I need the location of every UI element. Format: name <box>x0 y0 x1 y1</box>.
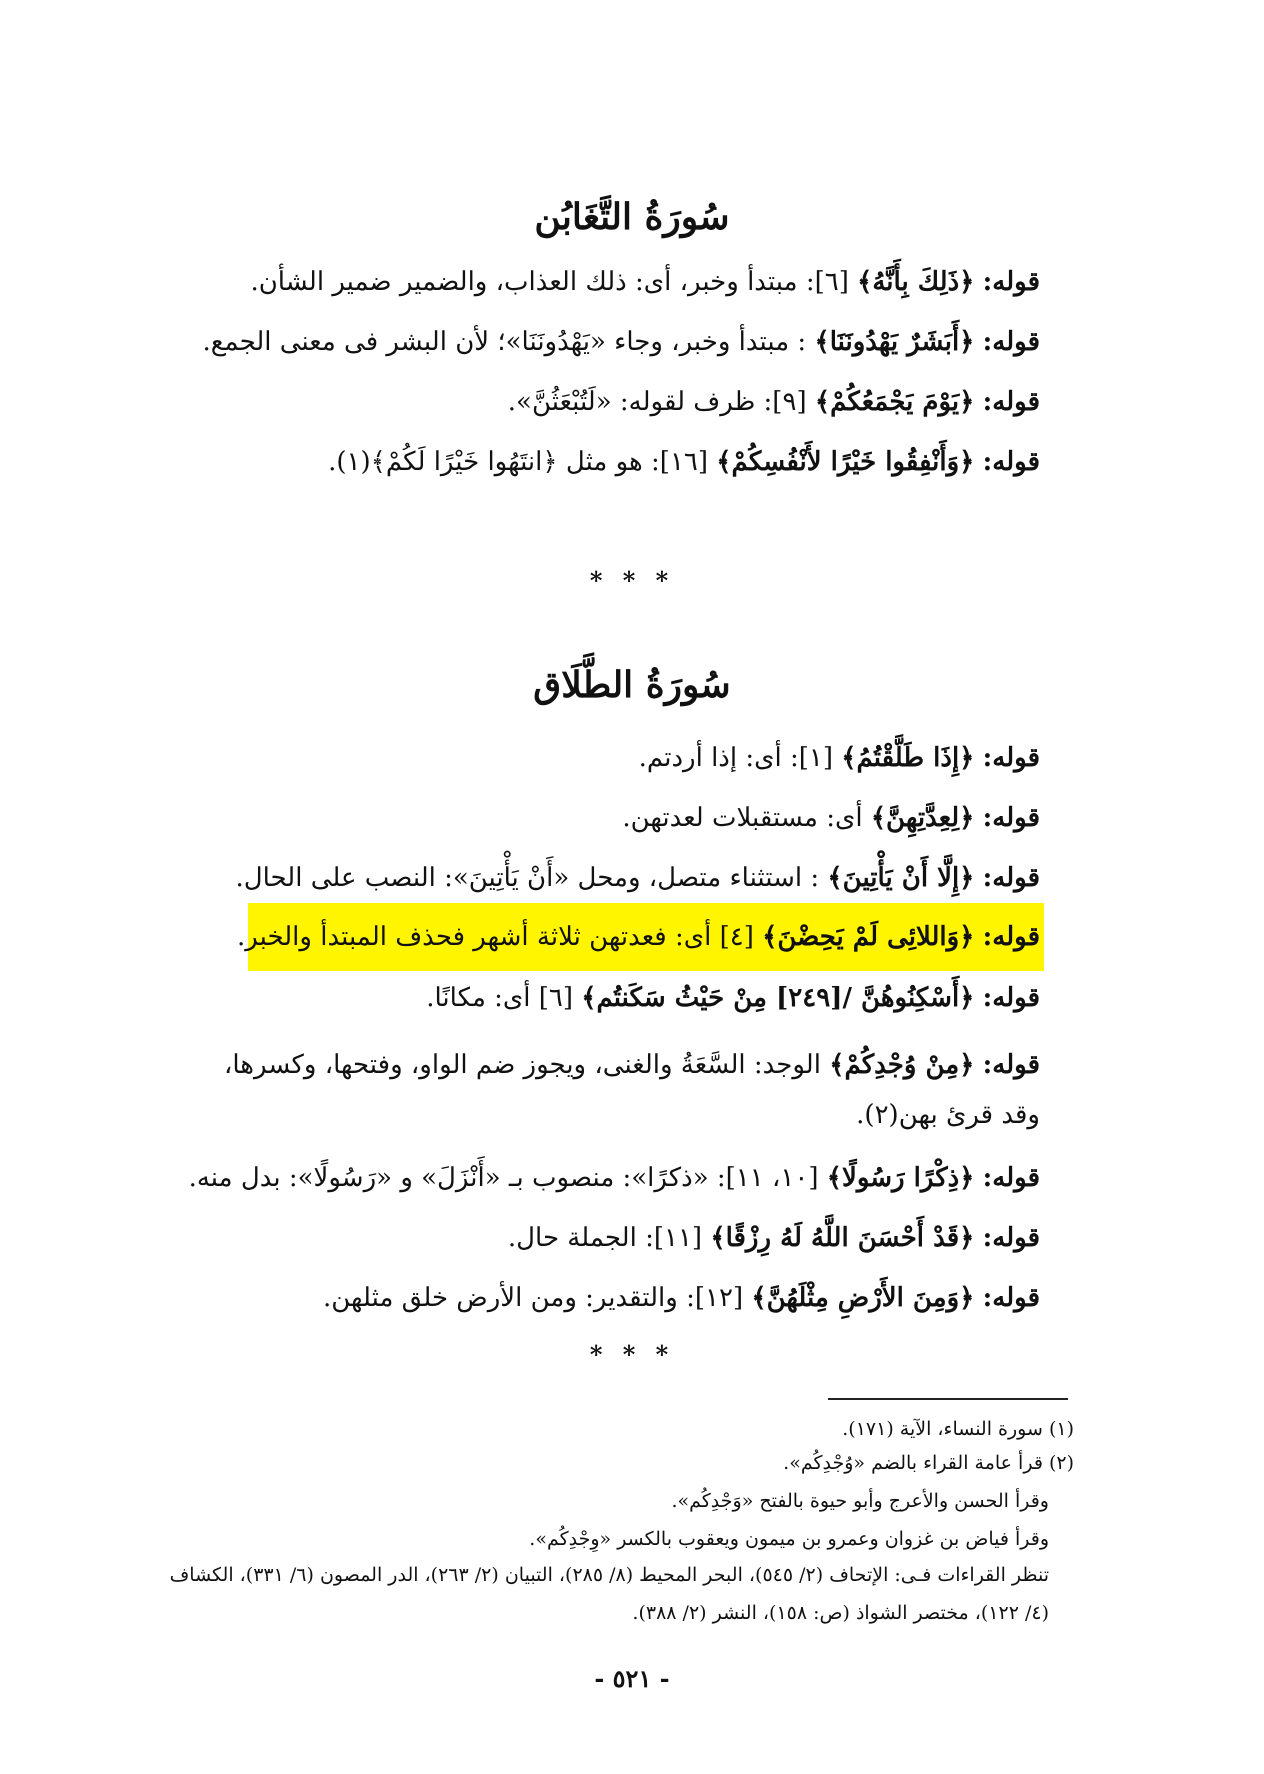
commentary-line <box>200 382 1040 422</box>
line-label: قوله: <box>982 1163 1040 1193</box>
line-label: قوله: <box>982 327 1040 357</box>
line-label: قوله: <box>982 387 1040 417</box>
surah-title-talaq: سُورَةُ الطَّلَاق <box>533 664 731 706</box>
line-label: قوله: <box>982 267 1040 297</box>
line-text: [١]: أى: إذا أردتم. <box>638 743 833 773</box>
commentary-line <box>200 978 1040 1018</box>
line-text: [٦]: مبتدأ وخبر، أى: ذلك العذاب، والضمير ضمير الشأن. <box>250 267 849 297</box>
footnote: وقرأ فياض بن غزوان وعمرو بن ميمون ويعقوب بالكسر «وِجْدِكُم». <box>529 1528 1049 1550</box>
quran-quote: ﴿أَسْكِنُوهُنَّ /[٢٤٩] مِنْ حَيْثُ سَكَنتُم﴾ <box>581 983 975 1013</box>
line-label: قوله: <box>982 447 1040 477</box>
quran-quote: ﴿ذِكْرًا رَسُولًا﴾ <box>826 1163 975 1193</box>
quran-quote: ﴿إِذَا طَلَّقْتُمُ﴾ <box>841 743 975 773</box>
commentary-line <box>200 798 1040 838</box>
commentary-line <box>200 858 1040 898</box>
line-text: [١٦]: هو مثل ﴿انتَهُوا خَيْرًا لَكُمْ﴾(١). <box>328 447 709 477</box>
line-text: [١٢]: والتقدير: ومن الأرض خلق مثلهن. <box>322 1283 744 1313</box>
commentary-line <box>200 322 1040 362</box>
footnote: (٢) قرأ عامة القراء بالضم «وُجْدِكُم». <box>783 1452 1074 1474</box>
commentary-line <box>200 738 1040 778</box>
quran-quote: ﴿وَأَنْفِقُوا خَيْرًا لأَنْفُسِكُمْ﴾ <box>716 447 975 477</box>
line-text: الوجد: السَّعَةُ والغنى، ويجوز ضم الواو، وفتحها، وكسرها، وقد قرئ بهن(٢). <box>223 1050 1040 1130</box>
commentary-line <box>190 1040 1040 1130</box>
quran-quote: ﴿وَمِنَ الأَرْضِ مِثْلَهُنَّ﴾ <box>751 1283 975 1313</box>
quran-quote: ﴿ذَلِكَ بِأَنَّهُ﴾ <box>857 267 975 297</box>
quran-quote: ﴿أَبَشَرٌ يَهْدُونَنَا﴾ <box>814 327 975 357</box>
quran-quote: ﴿لِعِدَّتِهِنَّ﴾ <box>870 803 975 833</box>
line-text: [١١]: الجملة حال. <box>507 1223 703 1253</box>
section-separator: * * * <box>589 566 675 595</box>
page-number: - ٥٢١ - <box>594 1664 670 1693</box>
section-separator: * * * <box>589 1340 675 1369</box>
line-text: [٦] أى: مكانًا. <box>426 983 573 1013</box>
line-label: قوله: <box>982 1283 1040 1313</box>
commentary-line-highlighted <box>200 917 1040 957</box>
line-text: [٤] أى: فعدتهن ثلاثة أشهر فحذف المبتدأ والخبر. <box>237 922 754 952</box>
commentary-line <box>188 1158 1040 1198</box>
footnote: (١) سورة النساء، الآية (١٧١). <box>842 1418 1074 1440</box>
footnote: (٤/ ١٢٢)، مختصر الشواذ (ص: ١٥٨)، النشر (٢/ ٣٨٨). <box>632 1602 1049 1624</box>
line-label: قوله: <box>982 1050 1040 1080</box>
footnote: تنظر القراءات فـى: الإتحاف (٢/ ٥٤٥)، البحر المحيط (٨/ ٢٨٥)، التبيان (٢/ ٢٦٣)، الدر المصون (٦/ ٣٣١)، الكشاف <box>169 1564 1049 1586</box>
line-text: [٩]: ظرف لقوله: «لَتُبْعَثُنَّ». <box>507 387 807 417</box>
footnote: وقرأ الحسن والأعرج وأبو حيوة بالفتح «وَجْدِكُم». <box>671 1490 1049 1512</box>
quran-quote: ﴿يَوْمَ يَجْمَعُكُمْ﴾ <box>814 387 975 417</box>
commentary-line <box>200 262 1040 302</box>
line-label: قوله: <box>982 803 1040 833</box>
line-label: قوله: <box>982 1223 1040 1253</box>
footnote-divider <box>828 1398 1068 1400</box>
line-text: : مبتدأ وخبر، وجاء «يَهْدُونَنَا»؛ لأن البشر فى معنى الجمع. <box>202 327 807 357</box>
quran-quote: ﴿قَدْ أَحْسَنَ اللَّهُ لَهُ رِزْقًا﴾ <box>710 1223 975 1253</box>
commentary-line <box>200 1218 1040 1258</box>
line-label: قوله: <box>982 983 1040 1013</box>
line-label: قوله: <box>982 863 1040 893</box>
commentary-line <box>200 1278 1040 1318</box>
surah-title-taghabun: سُورَةُ التَّغَابُن <box>534 196 730 238</box>
quran-quote: ﴿مِنْ وُجْدِكُمْ﴾ <box>829 1050 975 1080</box>
line-label: قوله: <box>982 922 1040 952</box>
line-text: أى: مستقبلات لعدتهن. <box>622 803 863 833</box>
line-text: [١٠، ١١]: «ذكرًا»: منصوب بـ «أَنْزَلَ» و «رَسُولًا»: بدل منه. <box>188 1163 819 1193</box>
line-label: قوله: <box>982 743 1040 773</box>
line-text: : استثناء متصل، ومحل «أَنْ يَأْتِينَ»: النصب على الحال. <box>235 863 820 893</box>
quran-quote: ﴿إِلَّا أَنْ يَأْتِينَ﴾ <box>827 863 975 893</box>
quran-quote: ﴿وَاللائِى لَمْ يَحِضْنَ﴾ <box>762 922 975 952</box>
commentary-line <box>200 442 1040 482</box>
